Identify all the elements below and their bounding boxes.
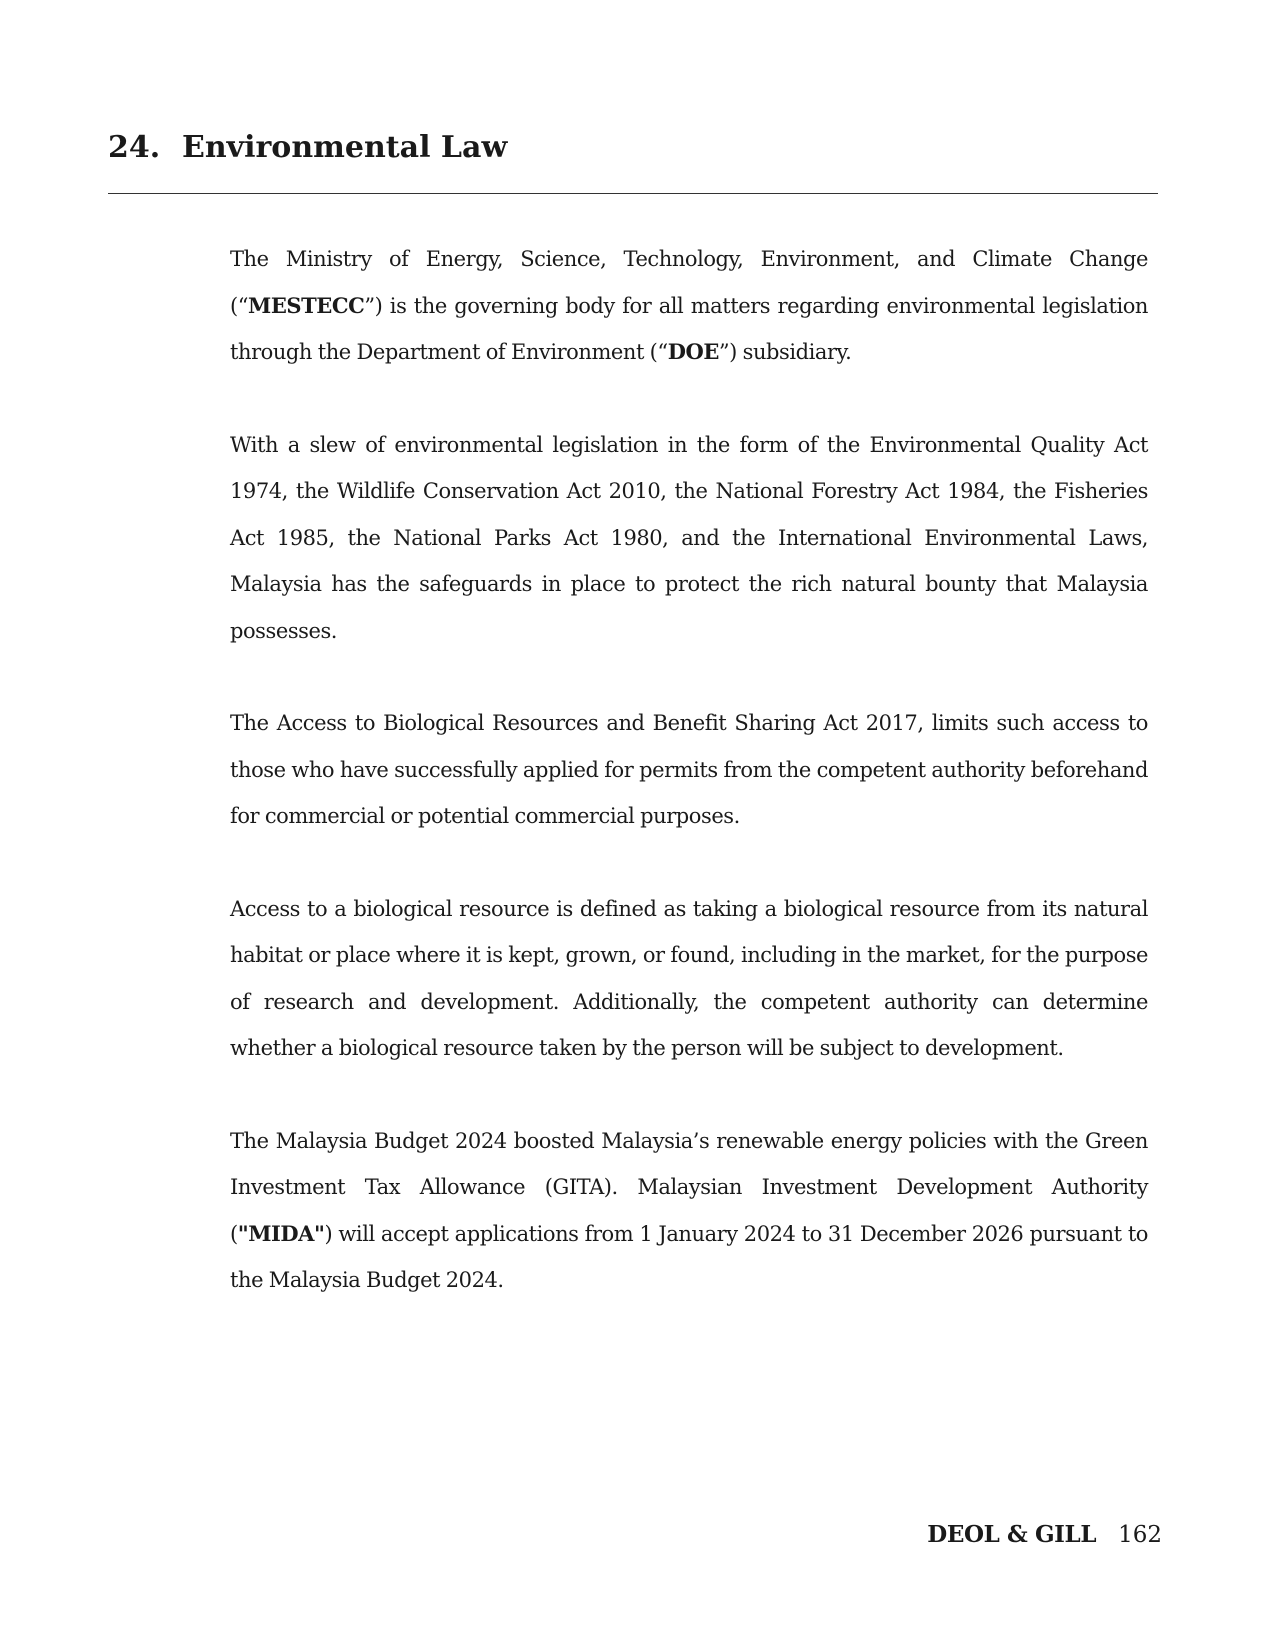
- paragraph-legislation: With a slew of environmental legislation in the form of the Environmental Quality Act 1974, the Wildlife Conservation Act 2010, the National Forestry Act 1984, the Fisheries Act 1985, the National Parks Act 1980, and the International Environmental Laws, Malaysia has the safeguards in place to protect the rich natural bounty that Malaysia possesses.: [230, 432, 1148, 643]
- paragraph-mestecc: [230, 236, 1148, 376]
- paragraph-text: The Malaysia Budget 2024 boosted Malaysia’s renewable energy policies with the Green Investment Tax Allowance (GITA). Malaysian Investment Development Authority (: [230, 1128, 1148, 1246]
- section-number: 24.: [108, 130, 161, 165]
- paragraph-biological-resource: Access to a biological resource is defined as taking a biological resource from its natural habitat or place where it is kept, grown, or found, including in the market, for the purpose of research and development. Additionally, the competent authority can determine whether a biological resource taken by the person will be subject to development.: [230, 896, 1148, 1060]
- paragraph-budget-2024: [230, 1118, 1148, 1304]
- firm-name: DEOL & GILL: [927, 1521, 1097, 1548]
- heading-divider: [108, 193, 1158, 194]
- paragraph-text: The Ministry of Energy, Science, Technology, Environment, and Climate Change (“: [230, 247, 1148, 318]
- page-footer: [927, 1520, 1162, 1550]
- paragraph-text: ”) subsidiary.: [718, 340, 852, 364]
- defined-term-mida: "MIDA": [237, 1220, 325, 1246]
- paragraph-text: ) will accept applications from 1 January 2024 to 31 December 2026 pursuant to the Malaysia Budget 2024.: [230, 1221, 1148, 1292]
- paragraph-access-act: The Access to Biological Resources and Benefit Sharing Act 2017, limits such access to those who have successfully applied for permits from the competent authority beforehand for commercial or potential commercial purposes.: [230, 711, 1148, 828]
- paragraph-text: ”) is the governing body for all matters regarding environmental legislation through the Department of Environment (“: [230, 293, 1148, 364]
- body-text: [230, 236, 1148, 1350]
- defined-term-mestecc: MESTECC: [248, 292, 365, 318]
- defined-term-doe: DOE: [667, 339, 719, 364]
- section-title: Environmental Law: [182, 130, 508, 165]
- page-number: 162: [1118, 1522, 1162, 1548]
- section-heading: [108, 128, 507, 168]
